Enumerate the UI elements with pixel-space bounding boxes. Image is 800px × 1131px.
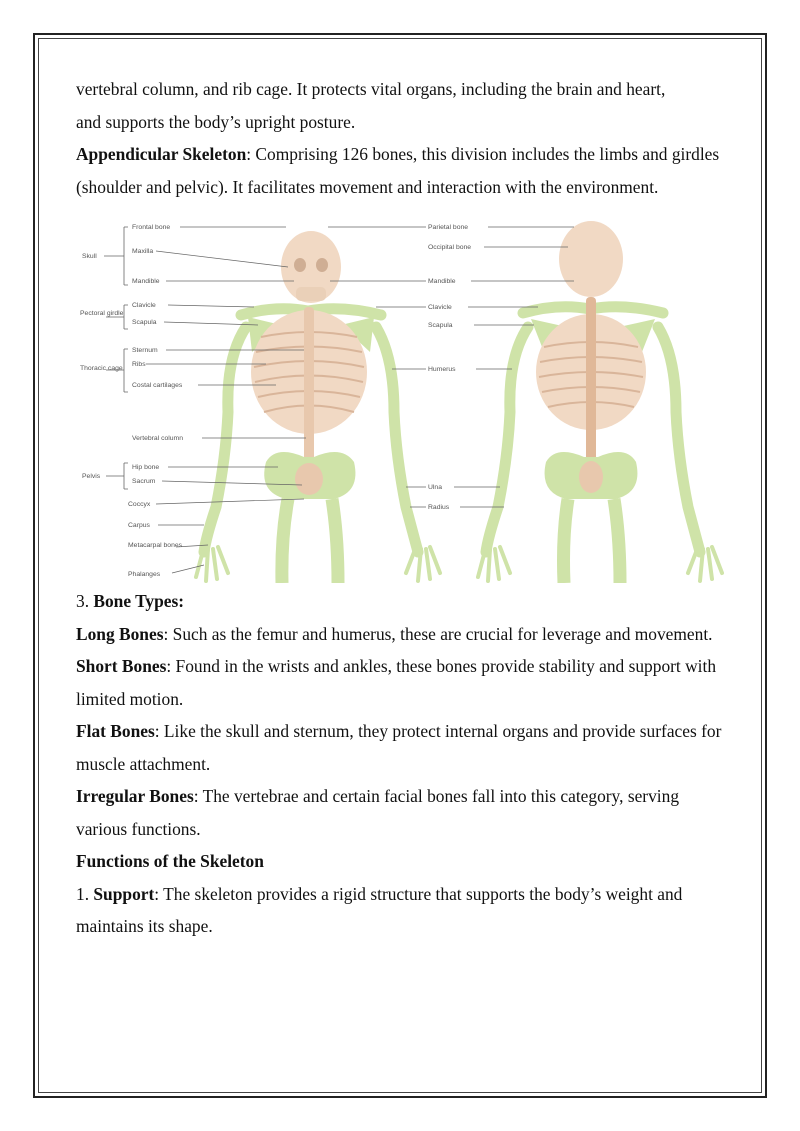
functions-title: Functions of the Skeleton <box>76 851 264 871</box>
bone-type-term: Short Bones <box>76 656 167 676</box>
anterior-skeleton <box>196 231 440 583</box>
label-sternum: Sternum <box>132 347 158 354</box>
group-label-pectoral-girdle: Pectoral girdle <box>80 310 124 317</box>
function-text: : The skeleton provides a rigid structure that supports the body’s weight and maintains its shape. <box>76 883 683 936</box>
document-body <box>76 73 726 943</box>
label-parietal-bone: Parietal bone <box>428 224 469 231</box>
group-label-skull: Skull <box>82 253 97 260</box>
label-maxilla: Maxilla <box>132 248 154 255</box>
label-vertebral-column: Vertebral column <box>132 435 184 442</box>
label-metacarpal-bones: Metacarpal bones <box>128 542 183 549</box>
appendicular-term: Appendicular Skeleton <box>76 144 247 164</box>
appendicular-text: : Comprising 126 bones, this division includes the limbs and girdles (shoulder and pelvic). It facilitates movement and interaction with the environment. <box>76 144 720 197</box>
label-mandible-posterior: Mandible <box>428 278 456 285</box>
label-phalanges: Phalanges <box>128 571 161 578</box>
appendicular-paragraph <box>76 138 726 203</box>
intro-line-1: vertebral column, and rib cage. It protects vital organs, including the brain and heart, <box>76 79 666 99</box>
intro-line-2: and supports the body’s upright posture. <box>76 111 356 132</box>
bone-type-item <box>76 780 726 845</box>
label-sacrum: Sacrum <box>132 478 156 485</box>
left-group-brackets <box>104 227 128 489</box>
skeleton-figure <box>76 207 726 583</box>
group-label-thoracic-cage: Thoracic cage <box>80 365 123 372</box>
label-mandible-anterior: Mandible <box>132 278 160 285</box>
label-ulna: Ulna <box>428 484 442 491</box>
function-term: Support <box>93 883 155 904</box>
group-label-pelvis: Pelvis <box>82 473 101 480</box>
posterior-skeleton <box>478 221 722 583</box>
bone-type-text: : The vertebrae and certain facial bones fall into this category, serving various functions. <box>76 786 680 839</box>
bone-type-item <box>76 618 726 651</box>
label-scapula-posterior: Scapula <box>428 322 453 329</box>
functions-heading <box>76 845 726 878</box>
skeleton-illustration <box>76 207 726 583</box>
function-number: 1. <box>76 883 94 904</box>
bone-types-number: 3. <box>76 591 94 611</box>
bone-type-term: Irregular Bones <box>76 786 194 806</box>
label-coccyx: Coccyx <box>128 501 151 508</box>
label-humerus: Humerus <box>428 366 456 373</box>
bone-type-item <box>76 715 726 780</box>
label-clavicle-anterior: Clavicle <box>132 302 156 309</box>
function-item <box>76 878 726 943</box>
label-clavicle-posterior: Clavicle <box>428 304 452 311</box>
bone-type-text: : Such as the femur and humerus, these are crucial for leverage and movement. <box>163 623 713 644</box>
bone-type-text: : Found in the wrists and ankles, these bones provide stability and support with limited motion. <box>76 656 717 709</box>
label-occipital-bone: Occipital bone <box>428 244 472 251</box>
label-radius: Radius <box>428 504 450 511</box>
label-scapula-anterior: Scapula <box>132 319 157 326</box>
bone-type-text: : Like the skull and sternum, they protect internal organs and provide surfaces for muscle attachment. <box>76 721 722 774</box>
label-frontal-bone: Frontal bone <box>132 224 171 231</box>
bone-type-item <box>76 650 726 715</box>
label-costal-cartilages: Costal cartilages <box>132 382 183 389</box>
bone-types-heading <box>76 585 726 618</box>
label-ribs: Ribs <box>132 361 146 368</box>
bone-type-term: Long Bones <box>76 623 164 644</box>
label-carpus: Carpus <box>128 522 150 529</box>
bone-types-title: Bone Types: <box>93 591 185 611</box>
label-hip-bone: Hip bone <box>132 464 160 471</box>
bone-type-term: Flat Bones <box>76 721 155 741</box>
